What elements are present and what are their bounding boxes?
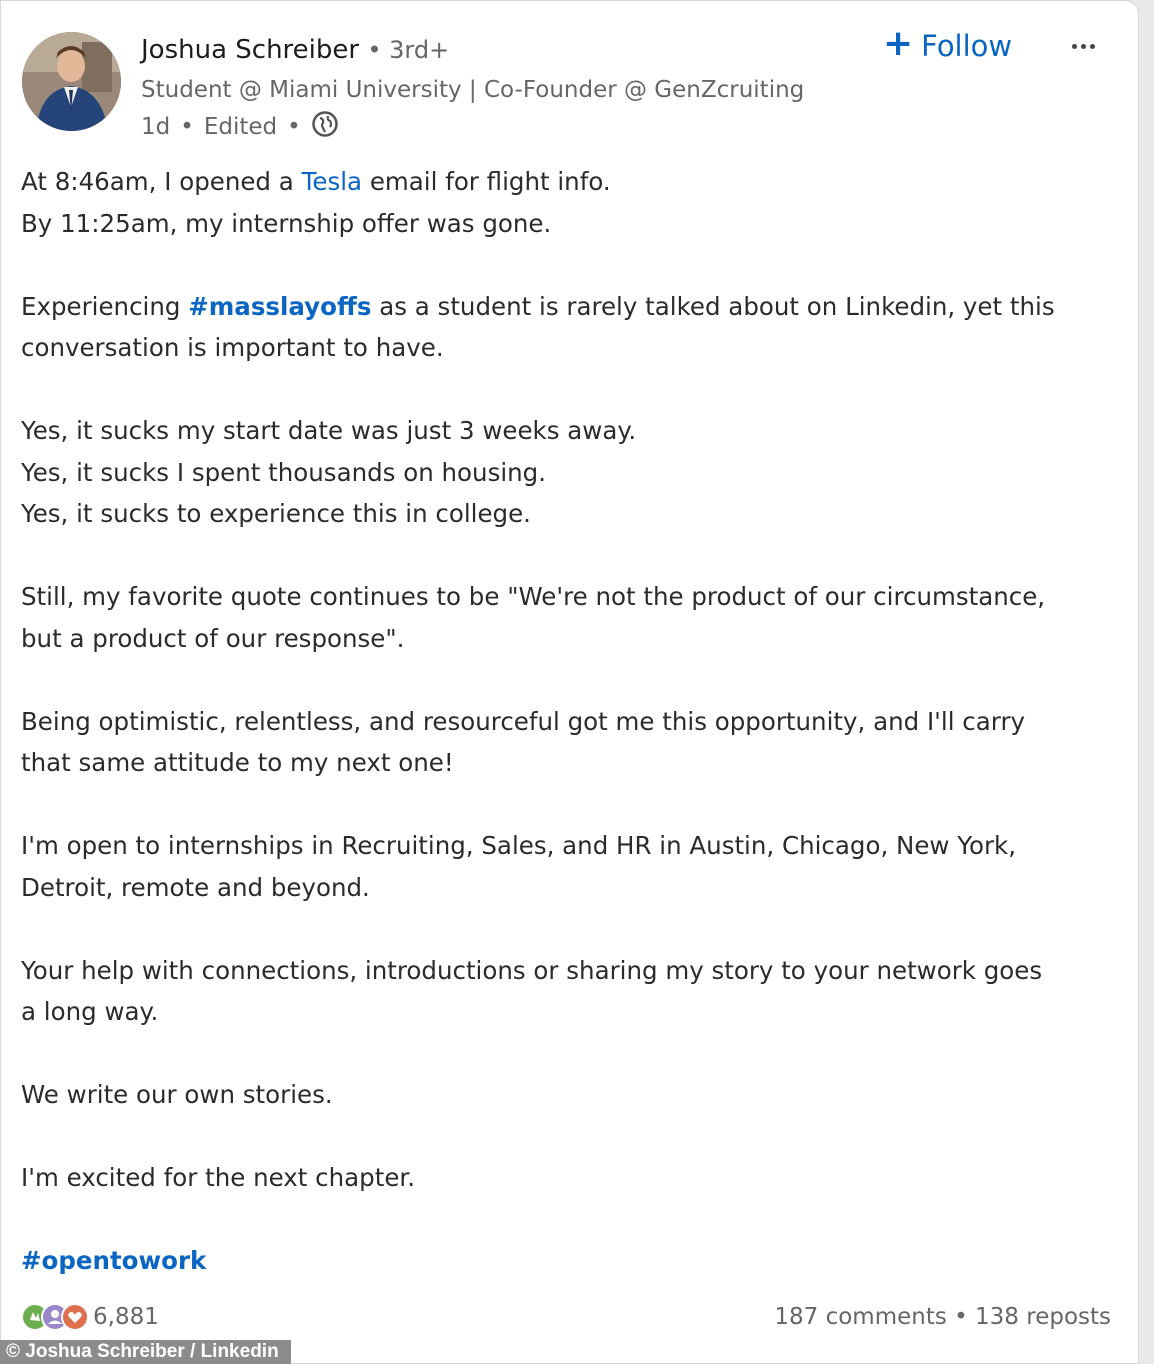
edited-label: Edited — [203, 114, 278, 140]
post-line: Yes, it sucks my start date was just 3 weeks away. — [21, 416, 637, 445]
post-line: Being optimistic, relentless, and resourceful got me this opportunity, and I'll carry — [21, 706, 1026, 736]
connection-degree: • 3rd+ — [367, 36, 450, 64]
author-name-line — [141, 35, 449, 65]
ellipsis-icon[interactable] — [1063, 31, 1103, 61]
post-line: Your help with connections, introductions or sharing my story to your network goes — [21, 955, 1043, 985]
photo-credit: © Joshua Schreiber / Linkedin — [0, 1340, 291, 1364]
post-line: conversation is important to have. — [21, 333, 444, 362]
post-meta — [141, 110, 339, 144]
post-line: a long way. — [21, 997, 159, 1026]
love-icon — [61, 1303, 89, 1331]
post-time: 1d — [141, 114, 171, 140]
counts-separator: • — [954, 1304, 968, 1330]
post-line: Still, my favorite quote continues to be "We're not the product of our circumstance, — [21, 582, 1046, 611]
tesla-mention-link[interactable]: Tesla — [301, 167, 363, 196]
globe-icon — [311, 110, 339, 144]
meta-separator: • — [287, 114, 301, 140]
post-line: Yes, it sucks to experience this in college. — [21, 499, 531, 528]
post-line: We write our own stories. — [21, 1080, 333, 1109]
post-line: Detroit, remote and beyond. — [21, 872, 370, 902]
comments-count-link[interactable]: 187 comments — [774, 1304, 947, 1330]
author-name[interactable]: Joshua Schreiber — [141, 35, 360, 65]
follow-button[interactable] — [883, 25, 1012, 67]
post-line: I'm excited for the next chapter. — [21, 1163, 416, 1192]
post-body — [21, 161, 1111, 1282]
plus-icon: + — [883, 23, 914, 64]
hashtag-masslayoffs-link[interactable]: #masslayoffs — [188, 291, 372, 321]
social-counts-bar — [21, 1297, 1111, 1337]
reposts-count-link[interactable]: 138 reposts — [975, 1304, 1111, 1330]
hashtag-opentowork-link[interactable]: #opentowork — [21, 1246, 207, 1275]
reactions-summary[interactable] — [21, 1303, 159, 1331]
author-headline: Student @ Miami University | Co-Founder @ GenZcruiting — [141, 77, 805, 103]
post-line: Yes, it sucks I spent thousands on housing. — [21, 457, 547, 487]
meta-separator: • — [180, 114, 194, 140]
post-line: At 8:46am, I opened a Tesla email for flight info. — [21, 167, 611, 196]
post-line: By 11:25am, my internship offer was gone. — [21, 208, 552, 238]
post-line: I'm open to internships in Recruiting, Sales, and HR in Austin, Chicago, New York, — [21, 831, 1016, 860]
post-line: that same attitude to my next one! — [21, 748, 454, 777]
post-line: but a product of our response". — [21, 623, 405, 653]
avatar-photo — [22, 32, 121, 131]
reaction-count: 6,881 — [93, 1304, 159, 1330]
engagement-counts — [774, 1304, 1111, 1330]
follow-label: Follow — [921, 29, 1013, 63]
post-line: Experiencing #masslayoffs as a student is rarely talked about on Linkedin, yet this — [21, 291, 1055, 321]
author-avatar[interactable] — [22, 32, 121, 131]
